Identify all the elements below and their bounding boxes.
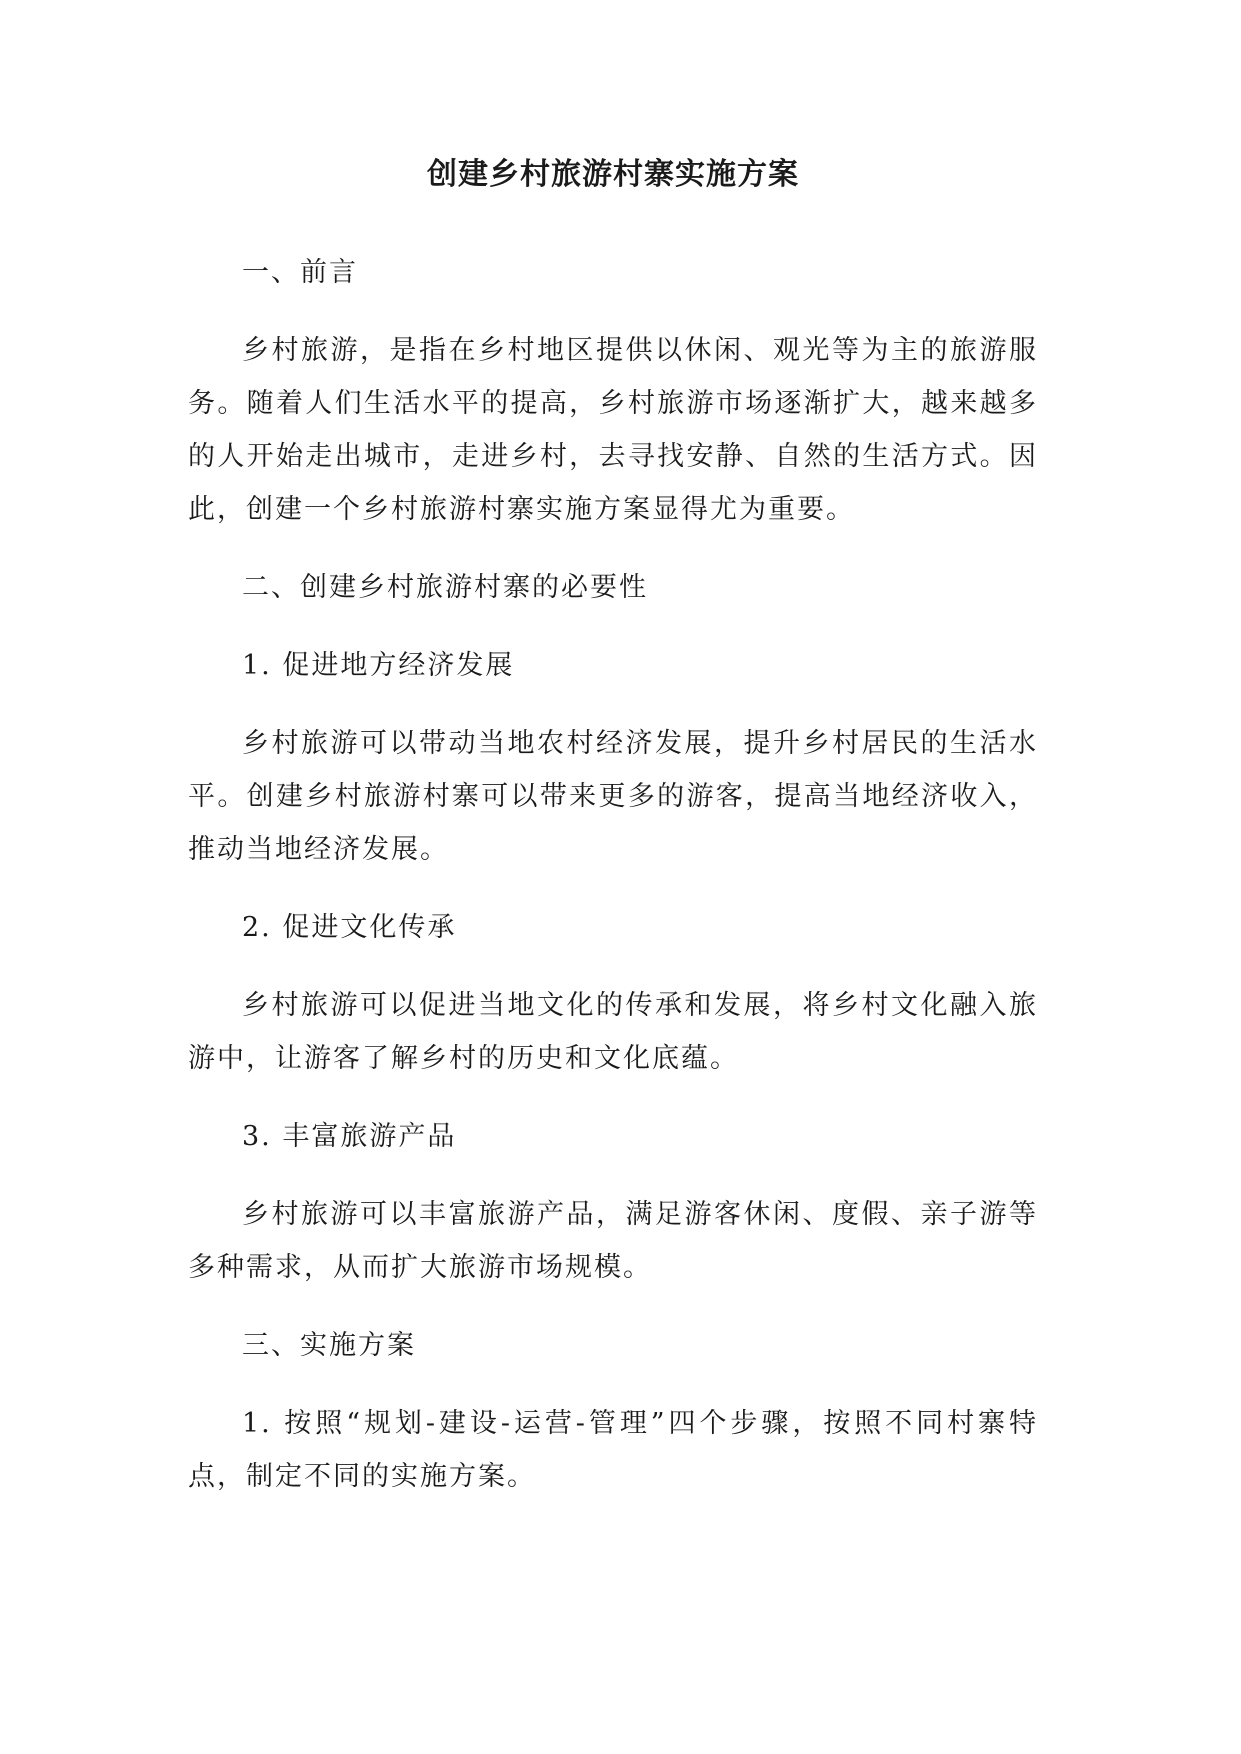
subheading-products: 3. 丰富旅游产品 <box>242 1121 457 1152</box>
section-heading-necessity: 二、创建乡村旅游村寨的必要性 <box>242 572 648 603</box>
document-title: 创建乡村旅游村寨实施方案 <box>427 157 799 192</box>
document-page <box>188 150 1038 1528</box>
subheading-culture: 2. 促进文化传承 <box>242 912 457 943</box>
paragraph-preface: 乡村旅游，是指在乡村地区提供以休闲、观光等为主的旅游服务。随着人们生活水平的提高，乡村旅游市场逐渐扩大，越来越多的人开始走出城市，走进乡村，去寻找安静、自然的生活方式。因此，创建一个乡村旅游村寨实施方案显得尤为重要。 <box>188 335 1038 525</box>
paragraph-implementation-1: 1. 按照“规划-建设-运营-管理”四个步骤，按照不同村寨特点，制定不同的实施方案。 <box>188 1408 1038 1492</box>
paragraph-economy: 乡村旅游可以带动当地农村经济发展，提升乡村居民的生活水平。创建乡村旅游村寨可以带来更多的游客，提高当地经济收入，推动当地经济发展。 <box>188 728 1038 865</box>
subheading-economy: 1. 促进地方经济发展 <box>242 650 515 681</box>
paragraph-products: 乡村旅游可以丰富旅游产品，满足游客休闲、度假、亲子游等多种需求，从而扩大旅游市场规模。 <box>188 1199 1038 1283</box>
section-heading-implementation: 三、实施方案 <box>242 1330 416 1361</box>
section-heading-preface: 一、前言 <box>242 257 358 288</box>
paragraph-culture: 乡村旅游可以促进当地文化的传承和发展，将乡村文化融入旅游中，让游客了解乡村的历史和文化底蕴。 <box>188 990 1038 1074</box>
